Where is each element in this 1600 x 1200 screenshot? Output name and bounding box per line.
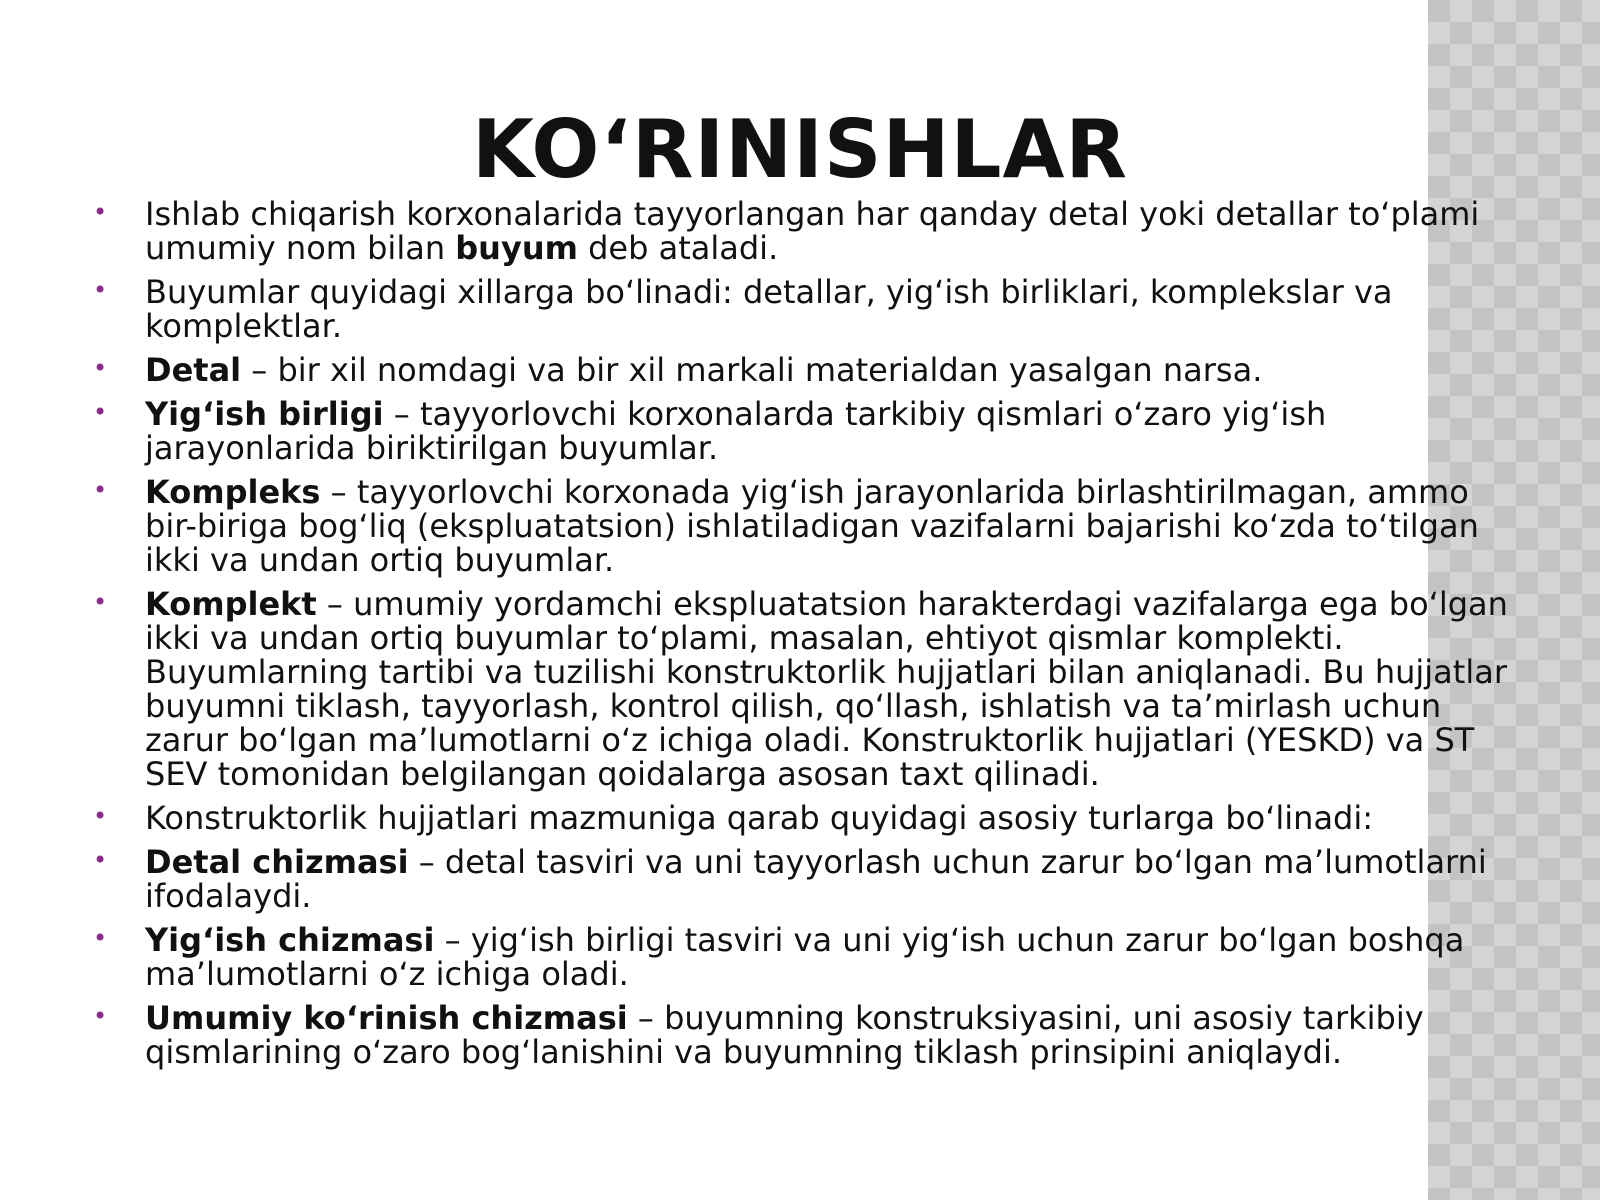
bullet-text: – bir xil nomdagi va bir xil markali materialdan yasalgan narsa. xyxy=(241,351,1263,389)
bullet-text: – umumiy yordamchi ekspluatatsion harakterdagi vazifalarga ega bo‘lgan ikki va undan ortiq buyumlar to‘plami, masalan, ehtiyot qismlar komplekti. Buyumlarning tartibi va tuzilishi konstruktorlik hujjatlari bilan aniqlanadi. Bu hujjatlar buyumni tiklash, tayyorlash, kontrol qilish, qo‘llash, ishlatish va ta’mirlash uchun zarur bo‘lgan ma’lumotlarni o‘z ichiga oladi. Konstruktorlik hujjatlari (YESKD) va ST SEV tomonidan belgilangan qoidalarga asosan taxt qilinadi. xyxy=(145,585,1508,793)
bullet-text: – tayyorlovchi korxonada yig‘ish jarayonlarida birlashtirilmagan, ammo bir-biriga bog‘liq (ekspluatatsion) ishlatiladigan vazifalarni bajarishi ko‘zda to‘tilgan ikki va undan ortiq buyumlar. xyxy=(145,473,1479,579)
bullet-item xyxy=(90,475,1525,577)
bullet-term: Yig‘ish chizmasi xyxy=(145,921,435,959)
bullet-dot-icon: • xyxy=(93,276,108,304)
bullet-term: Detal chizmasi xyxy=(145,843,409,881)
bullet-term: Komplekt xyxy=(145,585,317,623)
bullet-text: – buyumning konstruksiyasini, uni asosiy tarkibiy qismlarining o‘zaro bog‘lanishini va buyumning tiklash prinsipini aniqlaydi. xyxy=(145,999,1424,1071)
bullet-dot-icon: • xyxy=(93,354,108,382)
bullet-text: – tayyorlovchi korxonalarda tarkibiy qismlari o‘zaro yig‘ish jarayonlarida biriktirilgan buyumlar. xyxy=(145,395,1327,467)
bullet-item xyxy=(90,397,1525,465)
bullet-text: – yig‘ish birligi tasviri va uni yig‘ish uchun zarur bo‘lgan boshqa ma’lumotlarni o‘z ichiga oladi. xyxy=(145,921,1465,993)
slide-title: KO‘RINISHLAR xyxy=(472,103,1128,196)
bullet-text: deb ataladi. xyxy=(577,229,779,267)
bullet-term: buyum xyxy=(455,229,578,267)
bullet-dot-icon: • xyxy=(93,846,108,874)
bullet-text: Ishlab chiqarish korxonalarida tayyorlangan har qanday detal yoki detallar to‘plami umumiy nom bilan xyxy=(145,195,1480,267)
bullet-dot-icon: • xyxy=(93,802,108,830)
bullet-term: Detal xyxy=(145,351,242,389)
bullet-dot-icon: • xyxy=(93,924,108,952)
bullet-dot-icon: • xyxy=(93,476,108,504)
bullet-item xyxy=(90,845,1525,913)
bullet-text: Buyumlar quyidagi xillarga bo‘linadi: detallar, yig‘ish birliklari, komplekslar va komplektlar. xyxy=(145,273,1393,345)
bullet-item xyxy=(90,197,1525,265)
bullet-item xyxy=(90,587,1525,791)
bullet-dot-icon: • xyxy=(93,398,108,426)
bullet-item xyxy=(90,1001,1525,1069)
bullet-term: Yig‘ish birligi xyxy=(145,395,384,433)
bullet-item xyxy=(90,275,1525,343)
bullet-text: Konstruktorlik hujjatlari mazmuniga qarab quyidagi asosiy turlarga bo‘linadi: xyxy=(145,799,1374,837)
bullet-term: Umumiy ko‘rinish chizmasi xyxy=(145,999,628,1037)
bullet-item xyxy=(90,923,1525,991)
bullet-list xyxy=(90,197,1525,1079)
bullet-item xyxy=(90,353,1525,387)
bullet-term: Kompleks xyxy=(145,473,321,511)
bullet-dot-icon: • xyxy=(93,1002,108,1030)
bullet-dot-icon: • xyxy=(93,198,108,226)
bullet-dot-icon: • xyxy=(93,588,108,616)
bullet-item xyxy=(90,801,1525,835)
bullet-text: – detal tasviri va uni tayyorlash uchun zarur bo‘lgan ma’lumotlarni ifodalaydi. xyxy=(145,843,1487,915)
